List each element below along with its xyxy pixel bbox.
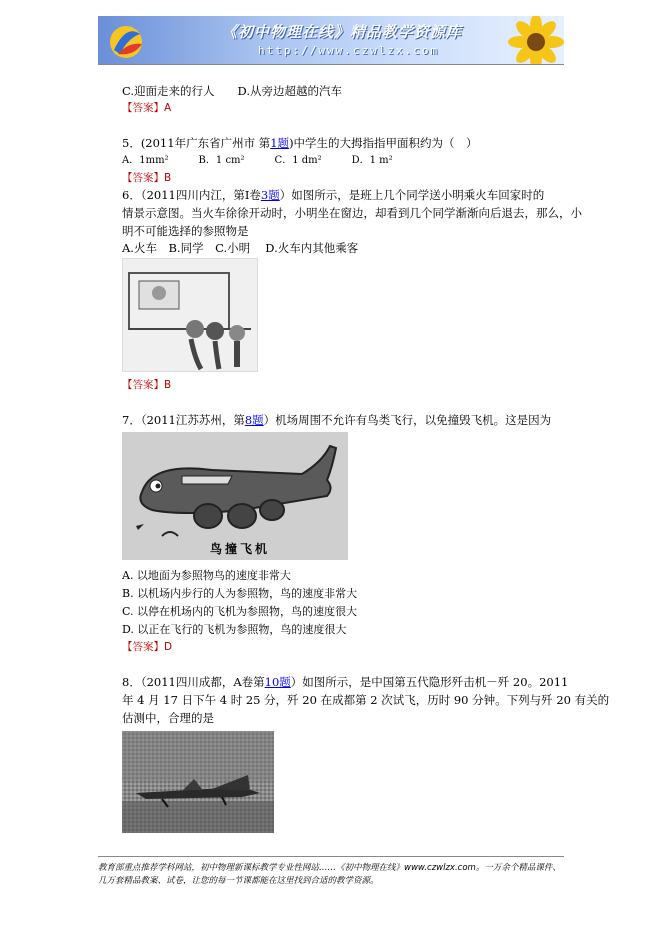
header-divider [98, 64, 564, 65]
q5-stem-pre: 5．(2011年广东省广州市 第 [122, 136, 271, 150]
q8-j20-photo [122, 731, 274, 833]
q6-line2: 情景示意图。当火车徐徐开动时，小明坐在窗边，却看到几个同学渐渐向后退去，那么，小 [122, 206, 582, 220]
q7-stem-post: ）机场周围不允许有鸟类飞行，以免撞毁飞机。这是因为 [263, 413, 552, 427]
q5-link[interactable]: 1题 [270, 136, 290, 150]
q6-line3: 明不可能选择的参照物是 [122, 224, 249, 238]
q8-line3: 估测中，合理的是 [122, 711, 214, 725]
q6-options: A.火车 B.同学 C.小明 D.火车内其他乘客 [122, 241, 359, 255]
q6-train-illustration [122, 258, 258, 372]
q8-stem-post: ）如图所示，是中国第五代隐形歼击机－歼 20。2011 [290, 675, 569, 689]
q7-stem [122, 411, 551, 429]
q5-answer: 【答案】B [122, 172, 172, 184]
q7-image-caption: 鸟撞飞机 [210, 542, 271, 556]
footer-text: 教育部重点推荐学科网站，初中物理新课标教学专业性网站……《初中物理在线》www.czwlzx.com。一万余个精品课件、几万套精品教案、试卷，让您的每一节课都能在这里找到合适的教学资源。 [98, 863, 561, 886]
header-banner [98, 16, 564, 64]
q7-answer: 【答案】D [122, 641, 173, 653]
q6-stem [122, 186, 544, 204]
q8-stem [122, 673, 568, 691]
q8-link[interactable]: 10题 [264, 675, 291, 689]
q7-stem-pre: 7．（2011江苏苏州，第 [122, 413, 245, 427]
q6-link[interactable]: 3题 [260, 188, 280, 202]
q6-stem-pre: 6．（2011四川内江，第Ⅰ卷 [122, 188, 261, 202]
q5-options: A．1mm² B．1 cm² C．1 dm² D．1 m² [122, 155, 393, 166]
q7-bird-plane-illustration [122, 432, 348, 560]
q7-option-c: C. 以停在机场内的飞机为参照物，鸟的速度很大 [122, 605, 358, 618]
header-url[interactable]: http://www.czwlzx.com [258, 44, 440, 57]
q7-option-a: A. 以地面为参照物鸟的速度非常大 [122, 569, 291, 582]
q6-answer: 【答案】B [122, 379, 172, 391]
q7-option-d: D. 以正在飞行的飞机为参照物，鸟的速度很大 [122, 623, 347, 636]
q4-options: C.迎面走来的行人 D.从旁边超越的汽车 [122, 84, 343, 98]
q7-link[interactable]: 8题 [244, 413, 264, 427]
logo-icon [106, 20, 146, 60]
q6-stem-post: ）如图所示，是班上几个同学送小明乘火车回家时的 [279, 188, 545, 202]
q4-answer: 【答案】A [122, 102, 172, 114]
q5-stem [122, 134, 478, 152]
q8-stem-pre: 8．（2011四川成都，A卷第 [122, 675, 265, 689]
q7-option-b: B. 以机场内步行的人为参照物，鸟的速度非常大 [122, 587, 358, 600]
footer-divider [98, 856, 564, 857]
sunflower-icon [498, 16, 564, 64]
q8-line2: 年 4 月 17 日下午 4 时 25 分，歼 20 在成都第 2 次试飞，历时 90 分钟。下列与歼 20 有关的 [122, 693, 610, 707]
q5-stem-post: )中学生的大拇指指甲面积约为（ ） [289, 136, 478, 150]
header-title: 《初中物理在线》精品教学资源库 [222, 23, 463, 41]
